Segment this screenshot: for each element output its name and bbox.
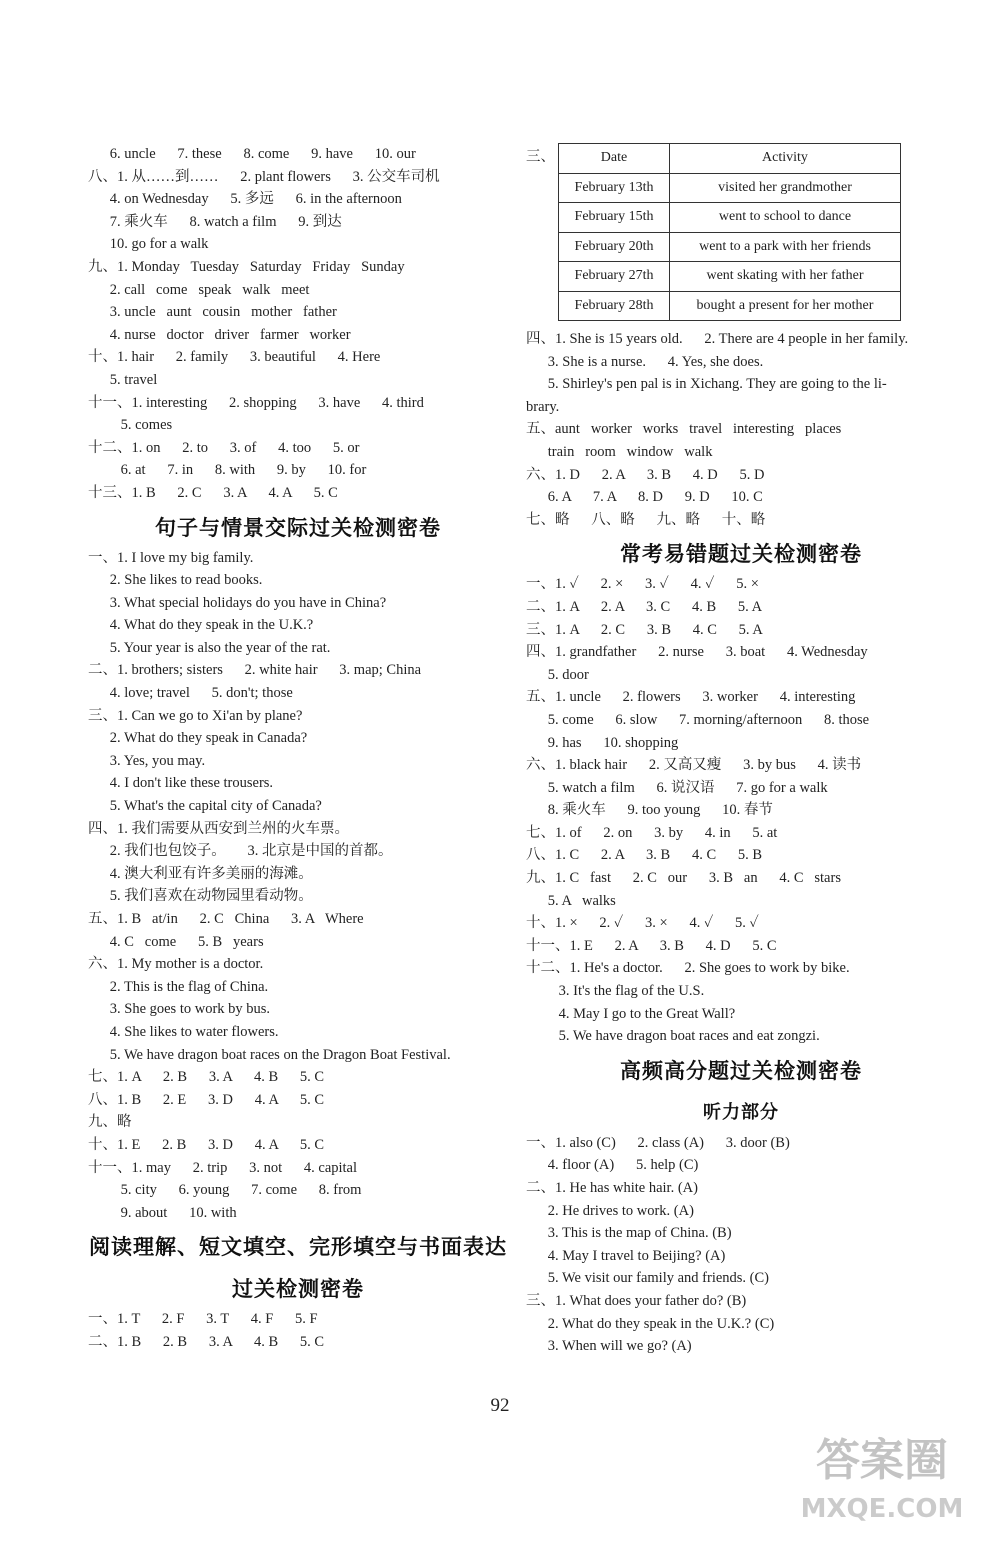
answer-line: 5. We have dragon boat races and eat zongzi. xyxy=(526,1028,820,1045)
answer-line: 7. 乘火车 8. watch a film 9. 到达 xyxy=(88,213,342,230)
answer-line: 5. Shirley's pen pal is in Xichang. They are going to the li- xyxy=(526,376,887,393)
answer-line: 五、aunt worker works travel interesting places xyxy=(526,421,842,438)
answer-line: 4. I don't like these trousers. xyxy=(88,775,274,792)
table-section-label: 三、 xyxy=(526,149,555,165)
table-row xyxy=(559,173,901,203)
activity-table-block xyxy=(526,143,956,328)
answer-line: 五、1. B at/in 2. C China 3. A Where xyxy=(88,911,364,927)
answer-line: 6. A 7. A 8. D 9. D 10. C xyxy=(526,489,763,506)
header-activity: Activity xyxy=(670,144,901,174)
answer-line: 四、1. 我们需要从西安到兰州的火车票。 xyxy=(88,820,349,837)
answer-line: 九、1. C fast 2. C our 3. B an 4. C stars xyxy=(526,870,841,887)
answer-line: 2. 我们也包饺子。 3. 北京是中国的首都。 xyxy=(88,843,393,860)
answer-line: 4. on Wednesday 5. 多远 6. in the afternoon xyxy=(88,191,402,208)
answer-line: 三、1. What does your father do? (B) xyxy=(526,1292,747,1309)
answer-line: 九、1. Monday Tuesday Saturday Friday Sunday xyxy=(88,258,405,275)
activity-cell: went skating with her father xyxy=(670,262,901,292)
answer-line: 四、1. grandfather 2. nurse 3. boat 4. Wednesday xyxy=(526,644,868,661)
answer-line: 一、1. also (C) 2. class (A) 3. door (B) xyxy=(526,1134,790,1151)
section-heading: 阅读理解、短文填空、完形填空与书面表达 xyxy=(89,1235,507,1260)
answer-line: 三、1. Can we go to Xi'an by plane? xyxy=(88,707,303,724)
answer-line: 4. She likes to water flowers. xyxy=(88,1023,279,1040)
answer-line: 八、1. C 2. A 3. B 4. C 5. B xyxy=(526,847,763,864)
answer-line: 2. call come speak walk meet xyxy=(88,281,310,298)
section-heading: 过关检测密卷 xyxy=(232,1277,364,1302)
watermark-bottom-text: MXQE.COM xyxy=(800,1494,964,1524)
answer-line: 5. travel xyxy=(88,371,158,388)
answer-line: 二、1. brothers; sisters 2. white hair 3. map; China xyxy=(88,662,422,679)
activity-cell: went to school to dance xyxy=(670,203,901,233)
answer-line: 2. He drives to work. (A) xyxy=(526,1202,694,1219)
answer-line: 10. go for a walk xyxy=(88,236,209,253)
answer-line: 2. She likes to read books. xyxy=(88,572,263,589)
answer-line: 一、1. T 2. F 3. T 4. F 5. F xyxy=(88,1311,318,1328)
date-cell: February 27th xyxy=(559,262,670,292)
date-cell: February 15th xyxy=(559,203,670,233)
answer-line: 十、1. E 2. B 3. D 4. A 5. C xyxy=(88,1136,325,1153)
answer-line: 3. What special holidays do you have in China? xyxy=(88,594,387,611)
answer-line: 十三、1. B 2. C 3. A 4. A 5. C xyxy=(88,484,338,501)
answer-line: 十一、1. interesting 2. shopping 3. have 4. third xyxy=(88,394,424,411)
answer-line: 四、1. She is 15 years old. 2. There are 4 people in her family. xyxy=(526,331,909,347)
answer-line: 5. comes xyxy=(88,417,173,434)
answer-line: 5. 我们喜欢在动物园里看动物。 xyxy=(88,888,313,905)
answer-line: 二、1. B 2. B 3. A 4. B 5. C xyxy=(88,1333,325,1350)
answer-line: 4. May I go to the Great Wall? xyxy=(526,1005,736,1022)
answer-line: 5. Your year is also the year of the rat. xyxy=(88,639,331,656)
answer-line: 七、略 八、略 九、略 十、略 xyxy=(526,511,766,528)
answer-line: 5. A walks xyxy=(526,892,616,909)
answer-line: 3. This is the map of China. (B) xyxy=(526,1225,732,1242)
answer-line: 十、1. hair 2. family 3. beautiful 4. Here xyxy=(88,349,381,366)
answer-line: 4. C come 5. B years xyxy=(88,933,264,950)
date-cell: February 28th xyxy=(559,291,670,321)
answer-line: 5. door xyxy=(526,666,589,683)
answer-line: 4. floor (A) 5. help (C) xyxy=(526,1157,699,1174)
answer-line: 六、1. black hair 2. 又高又瘦 3. by bus 4. 读书 xyxy=(526,757,862,774)
right-answer-lines xyxy=(526,328,956,1358)
answer-line: 2. What do they speak in the U.K.? (C) xyxy=(526,1315,775,1332)
left-column xyxy=(88,143,508,1354)
answer-line: 5. We have dragon boat races on the Dragon Boat Festival. xyxy=(88,1046,451,1063)
answer-line: train room window walk xyxy=(526,443,713,460)
answer-line: 9. about 10. with xyxy=(88,1204,237,1221)
activity-table xyxy=(558,143,901,321)
activity-cell: went to a park with her friends xyxy=(670,232,901,262)
answer-line: 十一、1. E 2. A 3. B 4. D 5. C xyxy=(526,937,777,954)
answer-line: 十、1. × 2. ✓ 3. × 4. ✓ 5. ✓ xyxy=(526,915,759,932)
answer-line: 一、1. ✓ 2. × 3. ✓ 4. ✓ 5. × xyxy=(526,576,759,593)
answer-line: 十二、1. He's a doctor. 2. She goes to work by bike. xyxy=(526,960,850,977)
answer-line: 3. When will we go? (A) xyxy=(526,1338,692,1355)
answer-line: 3. Yes, you may. xyxy=(88,752,206,769)
activity-cell: bought a present for her mother xyxy=(670,291,901,321)
table-row xyxy=(559,262,901,292)
answer-line: 一、1. I love my big family. xyxy=(88,549,254,566)
answer-line: 4. 澳大利亚有许多美丽的海滩。 xyxy=(88,865,313,882)
answer-line: 4. nurse doctor driver farmer worker xyxy=(88,326,351,343)
answer-line: 二、1. He has white hair. (A) xyxy=(526,1180,698,1196)
answer-line: 3. uncle aunt cousin mother father xyxy=(88,304,337,321)
answer-line: 5. What's the capital city of Canada? xyxy=(88,798,322,815)
answer-line: 4. What do they speak in the U.K.? xyxy=(88,617,314,634)
answer-line: 4. love; travel 5. don't; those xyxy=(88,685,293,702)
date-cell: February 20th xyxy=(559,232,670,262)
answer-line: 六、1. D 2. A 3. B 4. D 5. D xyxy=(526,466,765,483)
answer-line: 2. This is the flag of China. xyxy=(88,978,269,995)
answer-line: 4. May I travel to Beijing? (A) xyxy=(526,1247,726,1264)
answer-line: 6. at 7. in 8. with 9. by 10. for xyxy=(88,462,367,479)
right-column xyxy=(526,143,956,1358)
answer-line: 5. watch a film 6. 说汉语 7. go for a walk xyxy=(526,779,828,796)
answer-line: brary. xyxy=(526,398,560,415)
answer-line: 5. city 6. young 7. come 8. from xyxy=(88,1182,362,1199)
answer-line: 2. What do they speak in Canada? xyxy=(88,730,308,747)
section-heading: 常考易错题过关检测密卷 xyxy=(620,542,862,567)
section-heading: 句子与情景交际过关检测密卷 xyxy=(155,515,441,540)
answer-line: 二、1. A 2. A 3. C 4. B 5. A xyxy=(526,598,763,615)
table-row xyxy=(559,203,901,233)
answer-line: 七、1. of 2. on 3. by 4. in 5. at xyxy=(526,824,778,841)
date-cell: February 13th xyxy=(559,173,670,203)
answer-line: 八、1. 从……到…… 2. plant flowers 3. 公交车司机 xyxy=(88,168,440,185)
section-heading: 高频高分题过关检测密卷 xyxy=(620,1058,862,1083)
answer-line: 8. 乘火车 9. too young 10. 春节 xyxy=(526,802,773,819)
answer-line: 6. uncle 7. these 8. come 9. have 10. our xyxy=(88,146,416,162)
watermark-logo xyxy=(782,1417,982,1527)
table-header-row xyxy=(559,144,901,174)
activity-cell: visited her grandmother xyxy=(670,173,901,203)
answer-line: 三、1. A 2. C 3. B 4. C 5. A xyxy=(526,621,763,638)
answer-line: 3. It's the flag of the U.S. xyxy=(526,983,705,1000)
header-date: Date xyxy=(559,144,670,174)
answer-line: 八、1. B 2. E 3. D 4. A 5. C xyxy=(88,1091,325,1108)
answer-line: 十二、1. on 2. to 3. of 4. too 5. or xyxy=(88,439,360,456)
answer-line: 九、略 xyxy=(88,1114,132,1131)
section-subheading: 听力部分 xyxy=(703,1101,779,1123)
answer-line: 六、1. My mother is a doctor. xyxy=(88,956,264,973)
answer-line: 五、1. uncle 2. flowers 3. worker 4. interesting xyxy=(526,689,856,706)
answer-line: 5. come 6. slow 7. morning/afternoon 8. those xyxy=(526,711,870,728)
answer-line: 3. She goes to work by bus. xyxy=(88,1001,271,1018)
answer-line: 3. She is a nurse. 4. Yes, she does. xyxy=(526,353,764,370)
table-row xyxy=(559,232,901,262)
page-number: 92 xyxy=(490,1395,510,1416)
answer-line: 十一、1. may 2. trip 3. not 4. capital xyxy=(88,1159,358,1176)
watermark-top-text: 答案圈 xyxy=(816,1435,948,1486)
answer-line: 七、1. A 2. B 3. A 4. B 5. C xyxy=(88,1069,325,1086)
table-row xyxy=(559,291,901,321)
answer-line: 5. We visit our family and friends. (C) xyxy=(526,1270,770,1287)
answer-line: 9. has 10. shopping xyxy=(526,734,679,751)
